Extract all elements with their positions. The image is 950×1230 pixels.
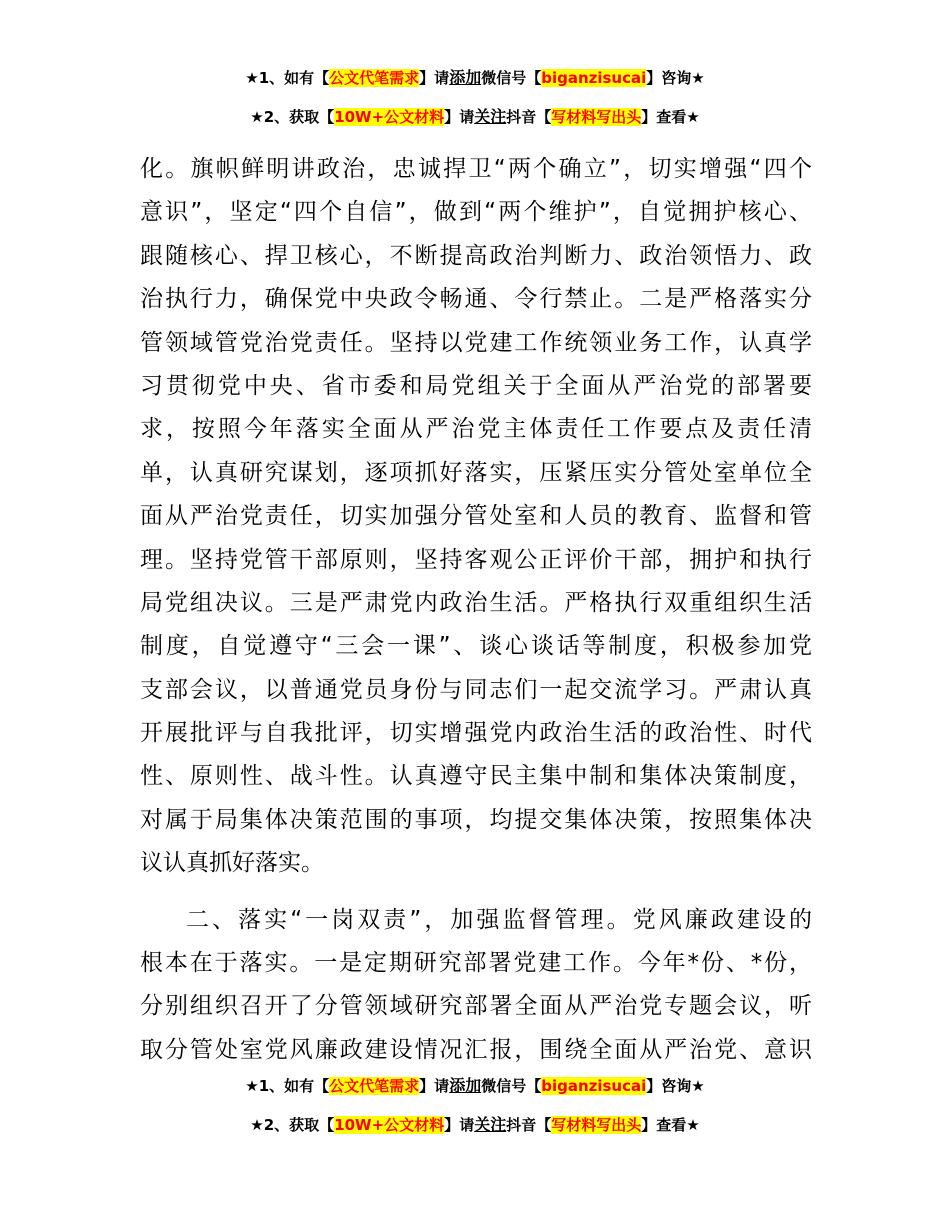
text-line: 单，认真研究谋划，逐项抓好落实，压紧压实分管处室单位全 <box>140 459 812 486</box>
text-line: 理。坚持党管干部原则，坚持客观公正评价干部，拥护和执行 <box>140 546 812 573</box>
header-promo-line-1 <box>0 67 950 89</box>
paragraph-spacer <box>140 886 812 899</box>
promo-underlined-action: 关注 <box>474 107 507 126</box>
text-line: 根本在于落实。一是定期研究部署党建工作。今年*份、*份， <box>140 950 812 977</box>
text-line: 习贯彻党中央、省市委和局党组关于全面从严治党的部署要 <box>140 372 812 399</box>
promo-highlight-materials: 10W+公文材料 <box>334 1116 445 1134</box>
text-line: 分别组织召开了分管领域研究部署全面从严治党专题会议，听 <box>140 993 812 1020</box>
paragraph-1 <box>140 148 812 886</box>
promo-highlight-douyin-account: 写材料写出头 <box>551 108 642 126</box>
document-body <box>140 148 812 1072</box>
promo-text: 】请 <box>444 108 475 126</box>
promo-highlight-wechat-id: biganzisucai <box>541 69 647 87</box>
promo-text: 】请 <box>419 69 450 87</box>
promo-suffix: 】咨询★ <box>646 69 705 87</box>
text-line: 管领域管党治党责任。坚持以党建工作统领业务工作，认真学 <box>140 329 812 356</box>
text-line: 求，按照今年落实全面从严治党主体责任工作要点及责任清 <box>140 416 812 443</box>
promo-prefix: ★2、获取【 <box>250 108 335 126</box>
promo-text: 微信号【 <box>481 1077 542 1095</box>
promo-highlight-service: 公文代笔需求 <box>329 1077 420 1095</box>
text-line: 化。旗帜鲜明讲政治，忠诚捍卫“两个确立”，切实增强“四个 <box>140 156 812 182</box>
text-line: 治执行力，确保党中央政令畅通、令行禁止。二是严格落实分 <box>140 286 812 313</box>
promo-suffix: 】查看★ <box>641 1116 700 1134</box>
text-line: 局党组决议。三是严肃党内政治生活。严格执行双重组织生活 <box>140 589 812 616</box>
promo-text: 】请 <box>419 1077 450 1095</box>
promo-text: 抖音【 <box>506 108 552 126</box>
text-line: 议认真抓好落实。 <box>140 850 324 877</box>
text-line: 面从严治党责任，切实加强分管处室和人员的教育、监督和管 <box>140 503 812 530</box>
promo-text: 】请 <box>444 1116 475 1134</box>
paragraph-2 <box>140 899 812 1073</box>
text-line: 制度，自觉遵守“三会一课”、谈心谈话等制度，积极参加党 <box>140 633 812 660</box>
footer-promo-line-1 <box>0 1075 950 1097</box>
promo-prefix: ★1、如有【 <box>245 69 330 87</box>
text-line: 意识”，坚定“四个自信”，做到“两个维护”，自觉拥护核心、 <box>140 199 812 226</box>
promo-highlight-materials: 10W+公文材料 <box>334 108 445 126</box>
promo-highlight-wechat-id: biganzisucai <box>541 1077 647 1095</box>
promo-suffix: 】查看★ <box>641 108 700 126</box>
promo-highlight-douyin-account: 写材料写出头 <box>551 1116 642 1134</box>
text-line: 取分管处室党风廉政建设情况汇报，围绕全面从严治党、意识 <box>140 1036 812 1063</box>
promo-underlined-action: 添加 <box>449 1076 482 1095</box>
promo-highlight-service: 公文代笔需求 <box>329 69 420 87</box>
text-line: 二、落实“一岗双责”，加强监督管理。党风廉政建设的 <box>186 906 812 933</box>
promo-suffix: 】咨询★ <box>646 1077 705 1095</box>
promo-text: 微信号【 <box>481 69 542 87</box>
header-promo-line-2 <box>0 106 950 128</box>
text-line: 支部会议，以普通党员身份与同志们一起交流学习。严肃认真 <box>140 676 812 703</box>
promo-prefix: ★1、如有【 <box>245 1077 330 1095</box>
promo-underlined-action: 添加 <box>449 68 482 87</box>
text-line: 性、原则性、战斗性。认真遵守民主集中制和集体决策制度， <box>140 763 812 790</box>
text-line: 跟随核心、捍卫核心，不断提高政治判断力、政治领悟力、政 <box>140 242 812 269</box>
promo-prefix: ★2、获取【 <box>250 1116 335 1134</box>
footer-promo-line-2 <box>0 1114 950 1136</box>
text-line: 开展批评与自我批评，切实增强党内政治生活的政治性、时代 <box>140 720 812 747</box>
text-line: 对属于局集体决策范围的事项，均提交集体决策，按照集体决 <box>140 806 812 833</box>
promo-underlined-action: 关注 <box>474 1115 507 1134</box>
promo-text: 抖音【 <box>506 1116 552 1134</box>
